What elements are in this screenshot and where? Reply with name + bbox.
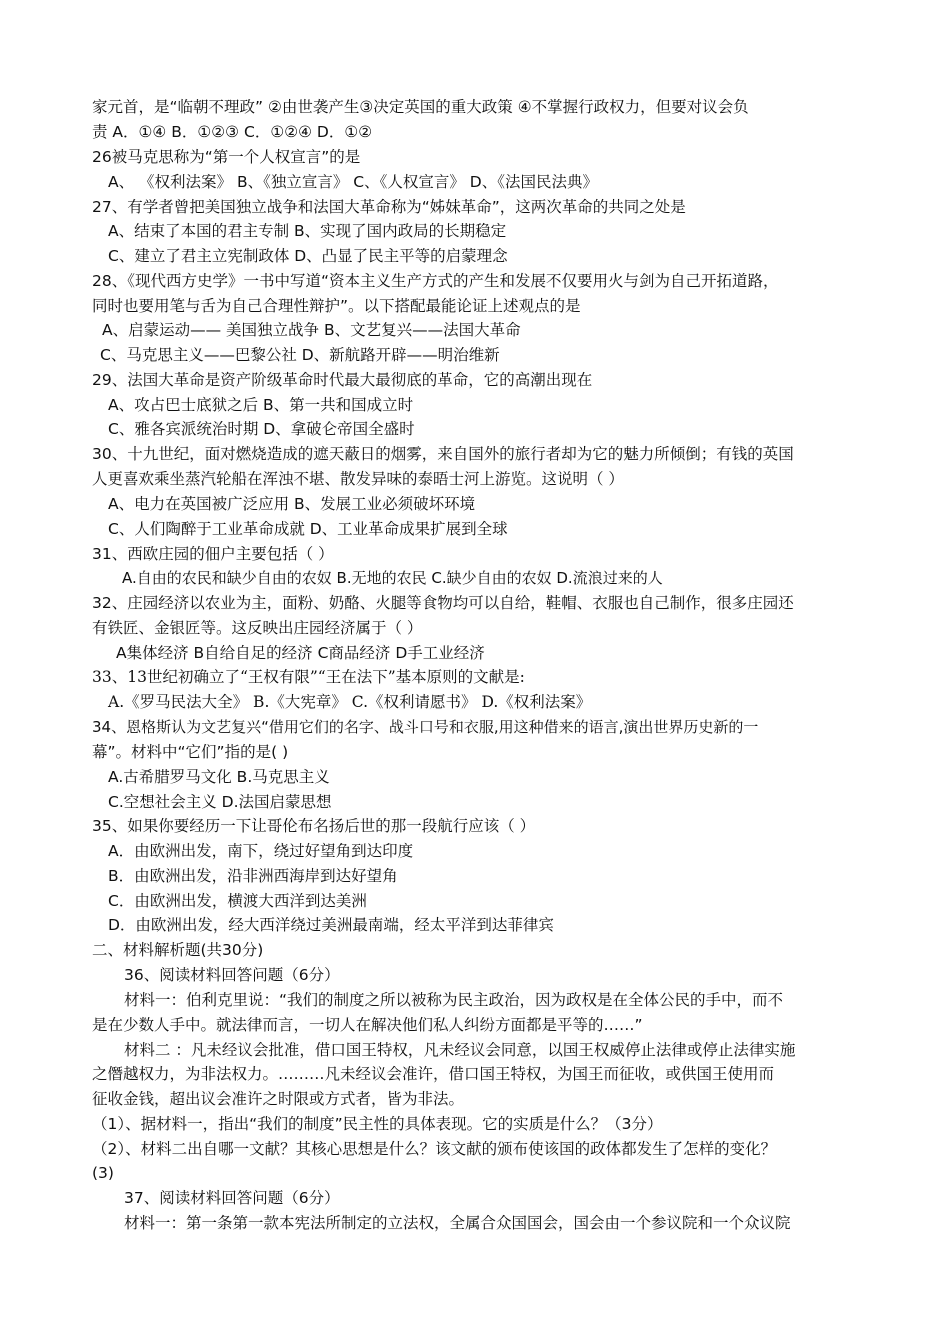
material-one-37: 材料一：第一条第一款本宪法所制定的立法权，全属合众国国会，国会由一个参议院和一个众议院 xyxy=(124,1214,791,1232)
question-27-options-ab: A、结束了本国的君主专制 B、实现了国内政局的长期稳定 xyxy=(108,222,507,240)
text-line: 是在少数人手中。就法律而言，一切人在解决他们私人纠纷方面都是平等的……” xyxy=(92,1016,643,1034)
question-29-options-cd: C、雅各宾派统治时期 D、拿破仑帝国全盛时 xyxy=(108,420,415,438)
question-33: 33、13世纪初确立了“王权有限”“王在法下”基本原则的文献是: xyxy=(92,668,525,686)
question-26-options: A、 《权利法案》 B、《独立宣言》 C、《人权宣言》 D、《法国民法典》 xyxy=(108,173,598,191)
section-heading: 二、材料解析题(共30分) xyxy=(92,941,264,959)
question-28-options-cd: C、马克思主义——巴黎公社 D、新航路开辟——明治维新 xyxy=(100,346,500,364)
question-35-option-c: C．由欧洲出发，横渡大西洋到达美洲 xyxy=(108,892,367,910)
question-31: 31、西欧庄园的佃户主要包括（ ） xyxy=(92,545,334,563)
question-33-options: A.《罗马民法大全》 B.《大宪章》 C.《权利请愿书》 D.《权利法案》 xyxy=(108,693,592,711)
score-note: (3) xyxy=(92,1164,114,1182)
question-34-options-cd: C.空想社会主义 D.法国启蒙思想 xyxy=(108,793,332,811)
text-line: 家元首，是“临朝不理政” ②由世袭产生③决定英国的重大政策 ④不掌握行政权力，但要对议会负 xyxy=(92,98,749,116)
question-29: 29、法国大革命是资产阶级革命时代最大最彻底的革命，它的高潮出现在 xyxy=(92,371,593,389)
text-line: 之僭越权力，为非法权力。………凡未经议会准许，借口国王特权，为国王而征收，或供国王使用而 xyxy=(92,1065,775,1083)
question-35-option-a: A．由欧洲出发，南下，绕过好望角到达印度 xyxy=(108,842,414,860)
material-two: 材料二 ：凡未经议会批准，借口国王特权，凡未经议会同意，以国王权威停止法律或停止法律实施 xyxy=(124,1041,796,1059)
question-32: 32、庄园经济以农业为主，面粉、奶酪、火腿等食物均可以自给，鞋帽、衣服也自己制作，很多庄园还 xyxy=(92,594,794,612)
text-line: 幕”。材料中“它们”指的是( ) xyxy=(92,743,289,761)
material-one: 材料一：伯利克里说：“我们的制度之所以被称为民主政治，因为政权是在全体公民的手中，而不 xyxy=(124,991,784,1009)
question-27-options-cd: C、建立了君主立宪制政体 D、凸显了民主平等的启蒙理念 xyxy=(108,247,508,265)
text-line: 征收金钱，超出议会准许之时限或方式者，皆为非法。 xyxy=(92,1090,465,1108)
text-line: 责 A．①④ B．①②③ C．①②④ D．①② xyxy=(92,123,373,141)
question-27: 27、有学者曾把美国独立战争和法国大革命称为“姊妹革命”，这两次革命的共同之处是 xyxy=(92,198,686,216)
text-line: 同时也要用笔与舌为自己合理性辩护”。以下搭配最能论证上述观点的是 xyxy=(92,297,581,315)
question-35-option-d: D．由欧洲出发，经大西洋绕过美洲最南端，经太平洋到达菲律宾 xyxy=(108,916,554,934)
question-32-options: A集体经济 B自给自足的经济 C商品经济 D手工业经济 xyxy=(116,644,485,662)
question-35: 35、如果你要经历一下让哥伦布名扬后世的那一段航行应该（ ） xyxy=(92,817,536,835)
question-36: 36、阅读材料回答问题（6分） xyxy=(124,966,340,984)
question-34-options-ab: A.古希腊罗马文化 B.马克思主义 xyxy=(108,768,330,786)
sub-question-1: （1）、据材料一，指出“我们的制度”民主性的具体表现。它的实质是什么？（3分） xyxy=(92,1115,663,1133)
question-37: 37、阅读材料回答问题（6分） xyxy=(124,1189,340,1207)
question-30-options-ab: A、电力在英国被广泛应用 B、发展工业必须破坏环境 xyxy=(108,495,476,513)
question-30-options-cd: C、人们陶醉于工业革命成就 D、工业革命成果扩展到全球 xyxy=(108,520,508,538)
question-28-options-ab: A、启蒙运动—— 美国独立战争 B、文艺复兴——法国大革命 xyxy=(102,321,521,339)
question-35-option-b: B．由欧洲出发，沿非洲西海岸到达好望角 xyxy=(108,867,398,885)
question-31-options: A.自由的农民和缺少自由的农奴 B.无地的农民 C.缺少自由的农奴 D.流浪过来的人 xyxy=(122,569,663,587)
text-line: 人更喜欢乘坐蒸汽轮船在浑浊不堪、散发异味的泰晤士河上游览。这说明（ ） xyxy=(92,470,624,488)
question-28: 28、《现代西方史学》一书中写道“资本主义生产方式的产生和发展不仅要用火与剑为自己开拓道路， xyxy=(92,272,779,290)
question-29-options-ab: A、攻占巴士底狱之后 B、第一共和国成立时 xyxy=(108,396,414,414)
question-34: 34、恩格斯认为文艺复兴“借用它们的名字、战斗口号和衣服,用这种借来的语言,演出世界历史新的一 xyxy=(92,718,759,736)
sub-question-2: （2）、材料二出自哪一文献？其核心思想是什么？该文献的颁布使该国的政体都发生了怎样的变化？ xyxy=(92,1140,777,1158)
text-line: 有铁匠、金银匠等。这反映出庄园经济属于（ ） xyxy=(92,619,423,637)
question-26: 26被马克思称为“第一个人权宣言”的是 xyxy=(92,148,361,166)
question-30: 30、十九世纪，面对燃烧造成的遮天蔽日的烟雾，来自国外的旅行者却为它的魅力所倾倒；有钱的英国 xyxy=(92,445,794,463)
